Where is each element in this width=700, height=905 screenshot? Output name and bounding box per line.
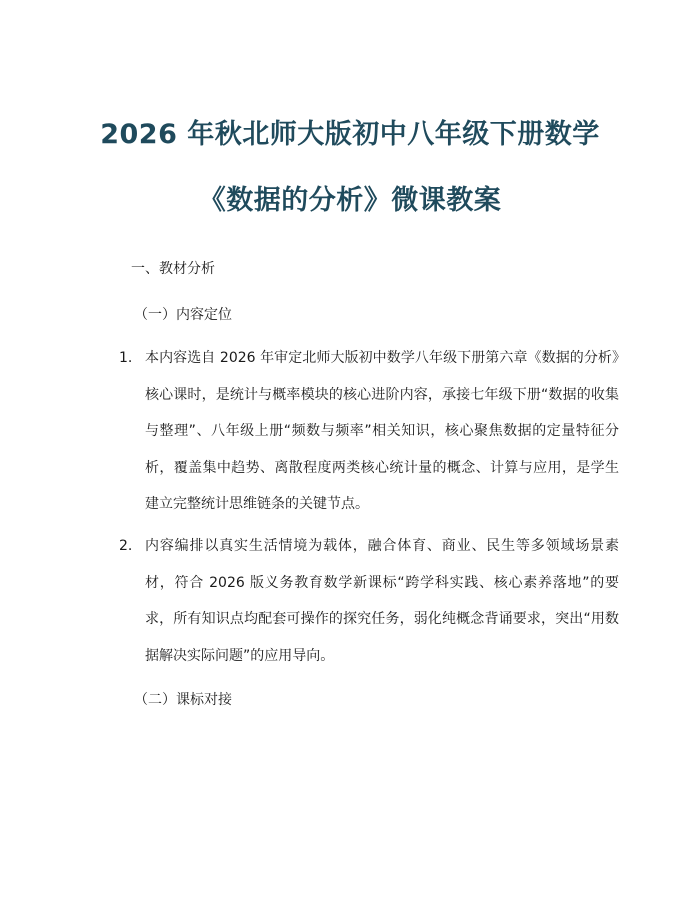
list-item-text: 内容编排以真实生活情境为载体，融合体育、商业、民生等多领域场景素材，符合 2026 版义务教育数学新课标“跨学科实践、核心素养落地”的要求，所有知识点均配套可操作的探究任务，弱化纯概念背诵要求，突出“用数据解决实际问题”的应用导向。 bbox=[145, 538, 619, 664]
list-item-number: 2. bbox=[119, 538, 133, 554]
list-item bbox=[119, 340, 619, 523]
subsection-heading-curriculum-standards: （二）课标对接 bbox=[134, 692, 232, 708]
document-title-line1: 2026 年秋北师大版初中八年级下册数学 bbox=[100, 119, 600, 150]
list-item-number: 1. bbox=[119, 350, 133, 366]
list-item-text: 本内容选自 2026 年审定北师大版初中数学八年级下册第六章《数据的分析》核心课时，是统计与概率模块的核心进阶内容，承接七年级下册“数据的收集与整理”、八年级上册“频数与频率”相关知识，核心聚焦数据的定量特征分析，覆盖集中趋势、离散程度两类核心统计量的概念、计算与应用，是学生建立完整统计思维链条的关键节点。 bbox=[145, 350, 619, 512]
document-title-line2: 《数据的分析》微课教案 bbox=[198, 185, 502, 216]
list-item bbox=[119, 528, 619, 674]
subsection-heading-content-positioning: （一）内容定位 bbox=[134, 307, 232, 323]
section-heading-textbook-analysis: 一、教材分析 bbox=[131, 261, 215, 277]
